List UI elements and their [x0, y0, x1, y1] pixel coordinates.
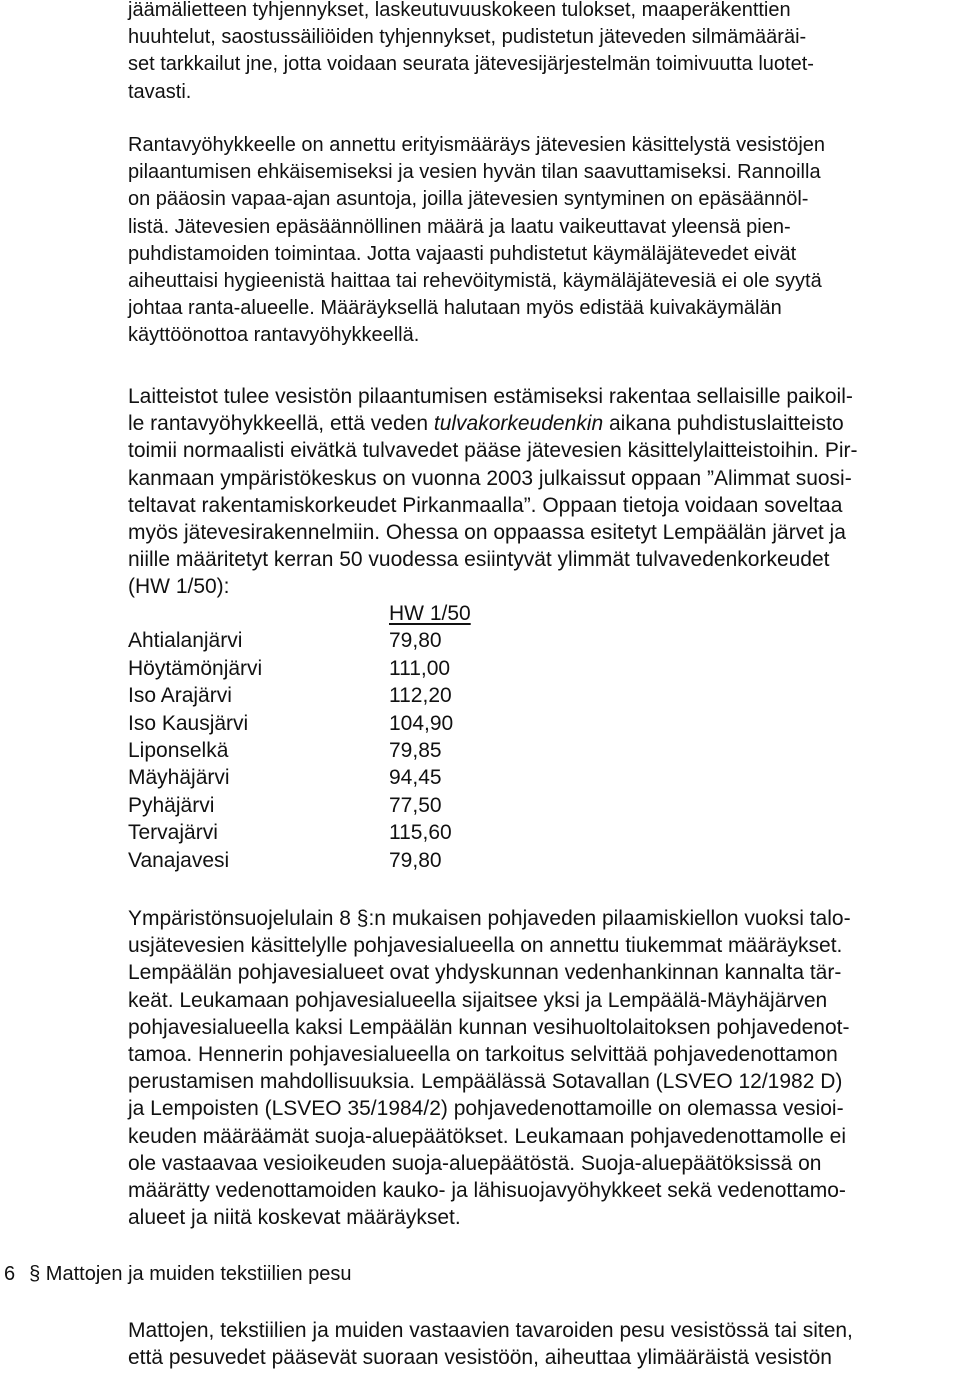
paragraph-3 [128, 383, 948, 601]
text-line: (HW 1/50): [128, 575, 230, 599]
text-line: tavasti. [128, 80, 192, 103]
text-segment: le rantavyöhykkeellä, että veden [128, 412, 434, 436]
text-line: tamoa. Hennerin pohjavesialueella on tarkoitus selvittää pohjavedenottamon [128, 1043, 838, 1067]
lake-value: 111,00 [389, 656, 451, 680]
text-line: teltavat rakentamiskorkeudet Pirkanmaalla”. Oppaan tietoja voidaan soveltaa [128, 493, 843, 517]
flood-level-table [128, 600, 529, 874]
table-header-spacer [128, 600, 389, 627]
text-line: määrätty vedenottamoiden kauko- ja lähisuojavyöhykkeet sekä vedenottamo- [128, 1179, 846, 1203]
text-line: myös jätevesirakennelmiin. Ohessa on oppaassa esitetyt Lempäälän järvet ja [128, 521, 846, 545]
lake-value: 77,50 [389, 793, 442, 817]
text-line: toimii normaalisti eivätkä tulvavedet pääse jätevesien käsittelylaitteistoihin. Pir- [128, 439, 858, 463]
text-line: kanmaan ympäristökeskus on vuonna 2003 julkaissut oppaan ”Alimmat suosi- [128, 466, 852, 490]
lake-value: 115,60 [389, 821, 452, 845]
lake-value: 79,80 [389, 629, 442, 653]
section-heading [4, 1260, 352, 1288]
lake-name: Iso Kausjärvi [128, 711, 249, 735]
table-row [128, 627, 529, 654]
text-line: puhdistamoiden toimintaa. Jotta vajaasti puhdistetut käymäläjätevedet eivät [128, 242, 797, 265]
lake-value: 104,90 [389, 711, 454, 735]
italic-term: tulvakorkeudenkin [433, 412, 604, 436]
text-line: jäämälietteen tyhjennykset, laskeutuvuuskokeen tulokset, maaperäkenttien [128, 0, 791, 21]
table-row [128, 819, 529, 846]
lake-name: Mäyhäjärvi [128, 766, 230, 790]
text-line: keuden määräämät suoja-aluepäätökset. Leukamaan pohjavedenottamolle ei [128, 1124, 846, 1148]
table-row [128, 792, 529, 819]
lake-name: Vanajavesi [128, 848, 230, 872]
text-line: Mattojen, tekstiilien ja muiden vastaavien tavaroiden pesu vesistössä tai siten, [128, 1319, 853, 1342]
text-line: listä. Jätevesien epäsäännöllinen määrä ja laatu vaikeuttavat yleensä pien- [128, 215, 791, 238]
text-line: keät. Leukamaan pohjavesialueella sijaitsee yksi ja Lempäälä-Mäyhäjärven [128, 988, 828, 1012]
lake-value: 112,20 [389, 684, 452, 708]
table-header-row [128, 600, 529, 627]
lake-value: 79,85 [389, 738, 442, 762]
lake-name: Iso Arajärvi [128, 684, 232, 708]
section-number: 6 [4, 1263, 16, 1285]
text-line: pilaantumisen ehkäisemiseksi ja vesien hyvän tilan saavuttamiseksi. Rannoilla [128, 161, 821, 184]
paragraph-2 [128, 132, 948, 350]
lake-name: Höytämönjärvi [128, 656, 263, 680]
text-line: Ympäristönsuojelulain 8 §:n mukaisen pohjaveden pilaamiskiellon vuoksi talo- [128, 907, 851, 930]
text-line: aiheuttaisi hygieenistä haittaa tai rehevöitymistä, käymäläjätevesiä ei ole syytä [128, 270, 822, 293]
text-line: perustamisen mahdollisuuksia. Lempäälässä Sotavallan (LSVEO 12/1982 D) [128, 1070, 843, 1094]
lake-name: Pyhäjärvi [128, 793, 215, 817]
section-title: § Mattojen ja muiden tekstiilien pesu [29, 1263, 352, 1285]
text-line: Rantavyöhykkeelle on annettu erityismääräys jätevesien käsittelystä vesistöjen [128, 134, 826, 156]
paragraph-5 [128, 905, 948, 1231]
text-line: käyttöönottoa rantavyöhykkeellä. [128, 324, 420, 347]
text-line: niille määritetyt kerran 50 vuodessa esiintyvät ylimmät tulvavedenkorkeudet [128, 548, 830, 572]
table-row [128, 764, 529, 791]
text-line [128, 410, 948, 437]
lake-value: 94,45 [389, 766, 442, 790]
text-line: Laitteistot tulee vesistön pilaantumisen estämiseksi rakentaa sellaisille paikoil- [128, 385, 853, 408]
text-line: on pääosin vapaa-ajan asuntoja, joilla jätevesien syntyminen on epäsäännöl- [128, 188, 809, 211]
table-header-hw: HW 1/50 [389, 602, 471, 625]
text-line: ja Lempoisten (LSVEO 35/1984/2) pohjavedenottamoille on olemassa vesioi- [128, 1097, 844, 1121]
text-line: johtaa ranta-alueelle. Määräyksellä halutaan myös edistää kuivakäymälän [128, 297, 782, 320]
text-line: alueet ja niitä koskevat määräykset. [128, 1206, 461, 1230]
text-line: pohjavesialueella kaksi Lempäälän kunnan vesihuoltolaitoksen pohjavedenot- [128, 1015, 850, 1039]
table-row [128, 655, 529, 682]
text-line: set tarkkailut jne, jotta voidaan seurata jätevesijärjestelmän toimivuutta luotet- [128, 53, 814, 76]
lake-name: Tervajärvi [128, 821, 218, 845]
paragraph-1 [128, 0, 948, 106]
table-row [128, 710, 529, 737]
text-line: että pesuvedet pääsevät suoraan vesistöön, aiheuttaa ylimääräistä vesistön [128, 1346, 832, 1370]
paragraph-6 [128, 1317, 948, 1371]
text-line: huuhtelut, saostussäiliöiden tyhjennykset, pudistetun jäteveden silmämääräi- [128, 26, 807, 49]
text-segment: aikana puhdistuslaitteisto [603, 412, 844, 436]
lake-name: Liponselkä [128, 738, 229, 762]
lake-name: Ahtialanjärvi [128, 629, 243, 653]
text-line: Lempäälän pohjavesialueet ovat yhdyskunnan vedenhankinnan kannalta tär- [128, 961, 842, 985]
table-row [128, 847, 529, 874]
table-row [128, 737, 529, 764]
table-row [128, 682, 529, 709]
text-line: ole vastaavaa vesioikeuden suoja-aluepäätöstä. Suoja-aluepäätöksissä on [128, 1151, 822, 1175]
text-line: usjätevesien käsittelylle pohjavesialueella on annettu tiukemmat määräykset. [128, 934, 843, 958]
lake-value: 79,80 [389, 848, 442, 872]
